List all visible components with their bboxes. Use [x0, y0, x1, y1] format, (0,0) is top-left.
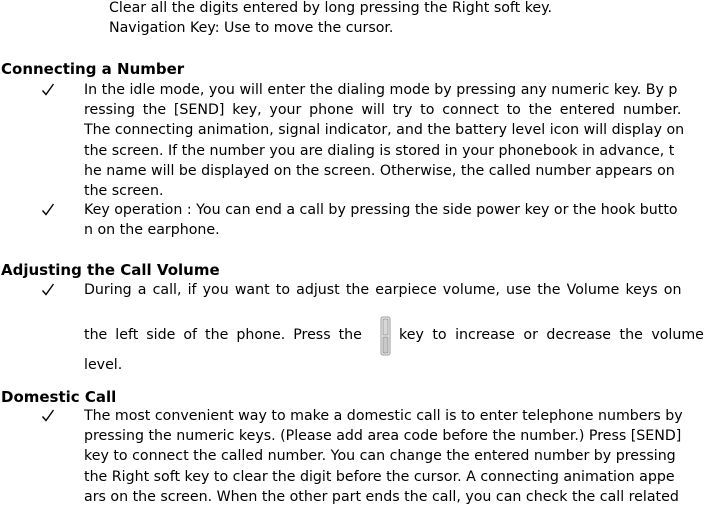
- heading-connecting-number: Connecting a Number: [1, 60, 185, 78]
- clear-digits-line: Clear all the digits entered by long pressing the Right soft key.: [109, 0, 553, 16]
- bullet-text: [84, 406, 704, 507]
- text-line: Key operation : You can end a call by pressing the side power key or the hook butto: [84, 202, 678, 218]
- text-line: The connecting animation, signal indicator, and the battery level icon will display on: [84, 122, 685, 139]
- navigation-key-line: Navigation Key: Use to move the cursor.: [109, 20, 394, 36]
- text-line: key to connect the called number. You can change the entered number by pressing: [84, 448, 676, 465]
- text-line: In the idle mode, you will enter the dialing mode by pressing any numeric key. By p: [84, 82, 678, 98]
- text-after-icon: key to increase or decrease the volume: [399, 327, 704, 344]
- text-line: The most convenient way to make a domestic call is to enter telephone numbers by: [84, 408, 683, 424]
- text-before-icon: the left side of the phone. Press the: [84, 327, 362, 344]
- text-line-with-icon: [84, 300, 704, 344]
- heading-domestic-call: Domestic Call: [1, 388, 117, 406]
- text-line: ars on the screen. When the other part ends the call, you can check the call related: [84, 488, 679, 505]
- text-line: he name will be displayed on the screen. Otherwise, the called number appears on: [84, 162, 675, 179]
- text-line: the screen. If the number you are dialing is stored in your phonebook in advance, t: [84, 142, 675, 159]
- volume-key-icon: [379, 316, 393, 356]
- checkmark-icon: [41, 406, 55, 426]
- text-line: the screen.: [84, 182, 164, 199]
- text-line: n on the earphone.: [84, 222, 220, 239]
- checkmark-icon: [41, 280, 55, 300]
- bullet-text: [84, 200, 704, 240]
- text-line: level.: [84, 357, 123, 374]
- bullet-text: [84, 80, 704, 201]
- text-line: During a call, if you want to adjust the earpiece volume, use the Volume keys on: [84, 282, 682, 298]
- checkmark-icon: [41, 80, 55, 100]
- text-line: pressing the numeric keys. (Please add area code before the number.) Press [SEND]: [84, 428, 682, 445]
- text-line: ressing the [SEND] key, your phone will try to connect to the entered number.: [84, 102, 682, 119]
- text-line: the Right soft key to clear the digit before the cursor. A connecting animation appe: [84, 468, 675, 485]
- bullet-text: [84, 280, 704, 375]
- checkmark-icon: [41, 200, 55, 220]
- heading-adjusting-call-volume: Adjusting the Call Volume: [1, 261, 220, 279]
